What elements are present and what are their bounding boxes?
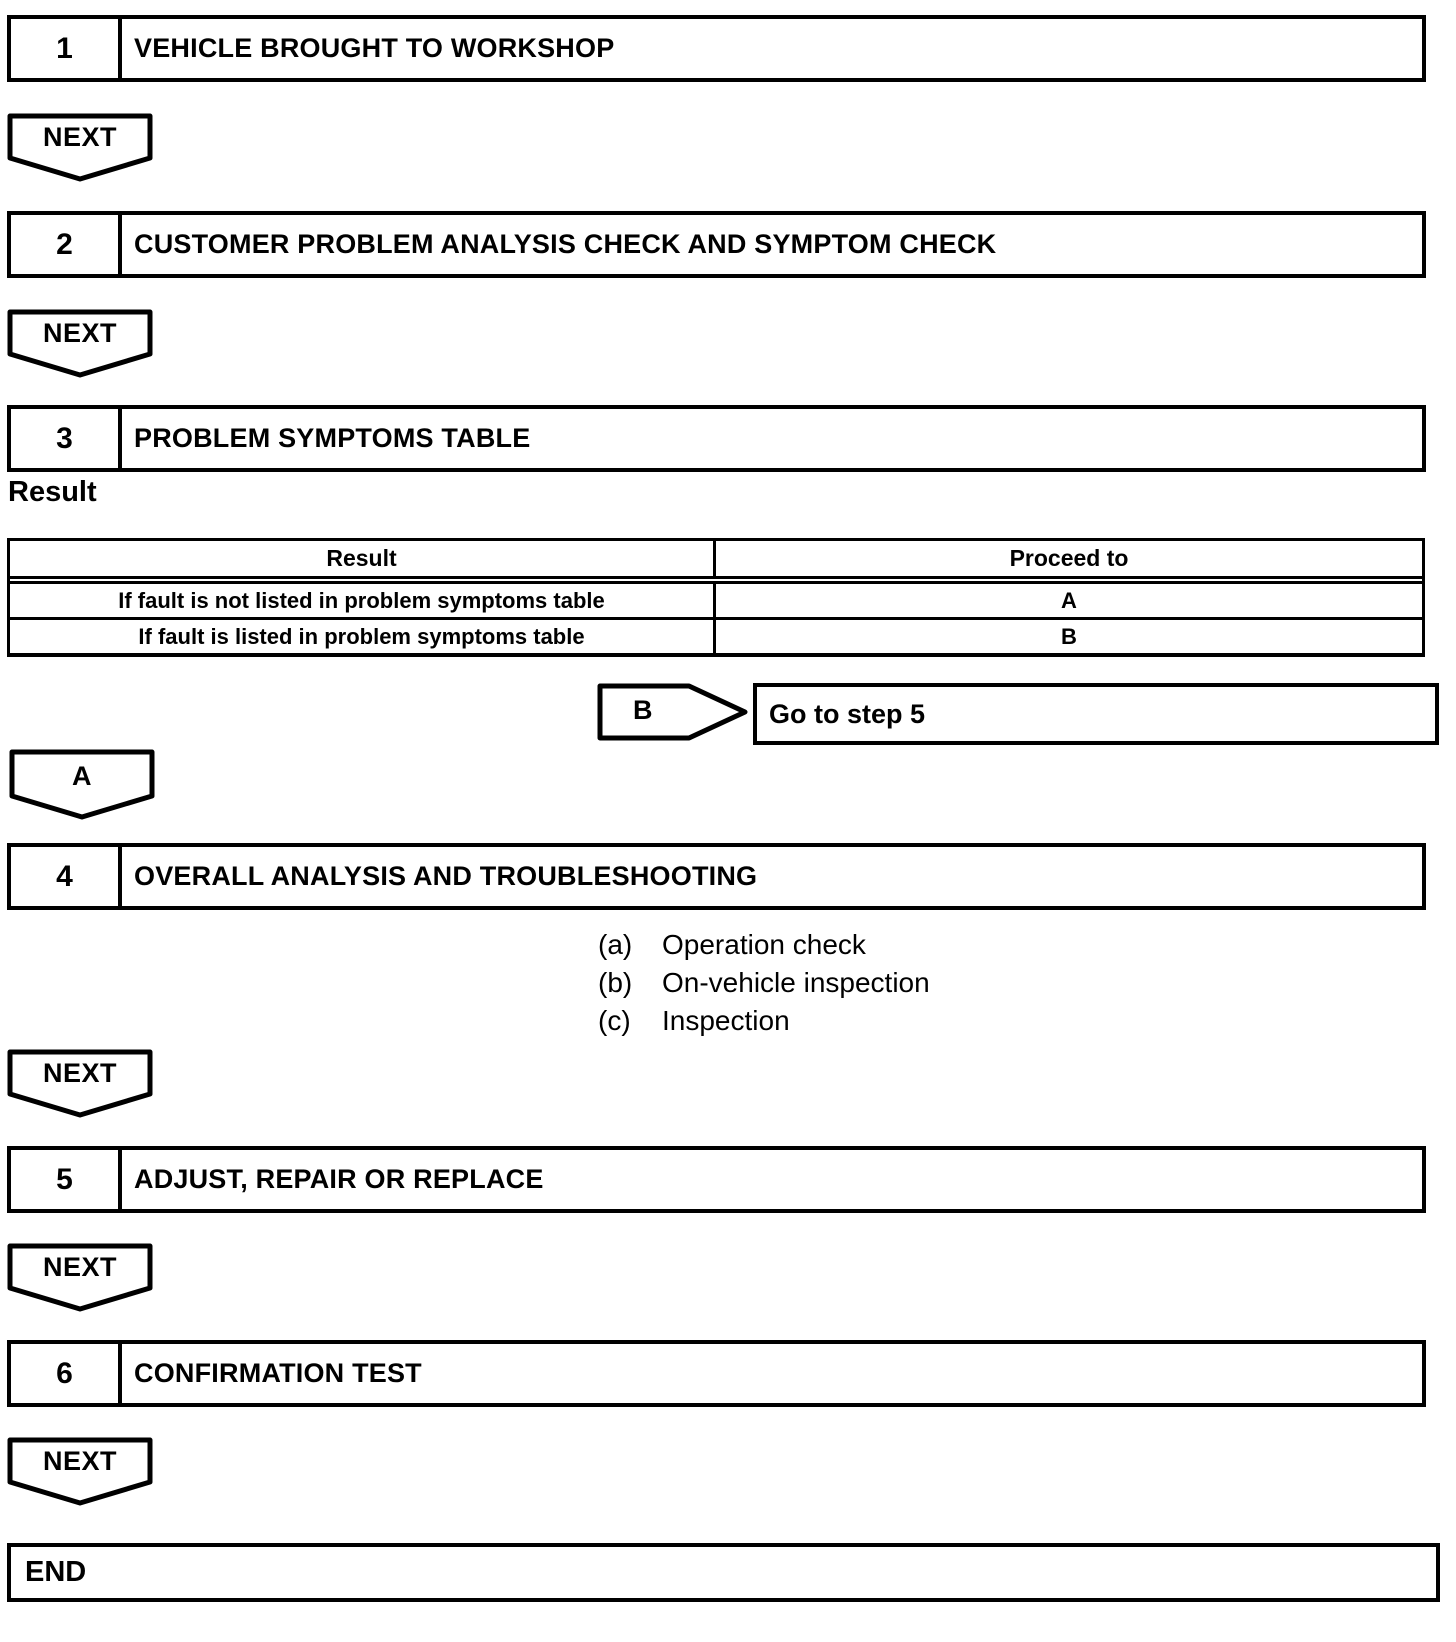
step-title: OVERALL ANALYSIS AND TROUBLESHOOTING — [134, 861, 758, 891]
result-table — [7, 538, 1425, 657]
next-connector — [7, 309, 153, 379]
step-number: 1 — [11, 19, 122, 78]
result-cell: If fault is not listed in problem symptoms table — [10, 584, 716, 617]
next-connector — [7, 1437, 153, 1507]
step-number: 2 — [11, 215, 122, 274]
step-box-3 — [7, 405, 1426, 472]
next-label: NEXT — [42, 1252, 117, 1282]
result-cell: If fault is listed in problem symptoms table — [10, 620, 716, 653]
list-item — [598, 964, 930, 1002]
substep-text: Inspection — [662, 1005, 790, 1036]
step-title: CONFIRMATION TEST — [134, 1358, 422, 1388]
step-box-2 — [7, 211, 1426, 278]
next-connector — [7, 113, 153, 183]
branch-a-connector — [9, 749, 155, 821]
proceed-cell: A — [1061, 587, 1077, 613]
table-row — [10, 620, 1422, 653]
substep-text: Operation check — [662, 929, 866, 960]
step-box-1 — [7, 15, 1426, 82]
step-title: PROBLEM SYMPTOMS TABLE — [134, 423, 531, 453]
next-label: NEXT — [42, 1058, 117, 1088]
step-number: 5 — [11, 1150, 122, 1209]
proceed-cell: B — [1061, 623, 1077, 649]
branch-a-label: A — [72, 761, 92, 791]
step-box-6 — [7, 1340, 1426, 1407]
step-title: CUSTOMER PROBLEM ANALYSIS CHECK AND SYMPTOM CHECK — [134, 229, 997, 259]
step-box-5 — [7, 1146, 1426, 1213]
next-label: NEXT — [42, 1446, 117, 1476]
step-title: ADJUST, REPAIR OR REPLACE — [134, 1164, 544, 1194]
substep-label: (a) — [598, 929, 633, 960]
result-table-header-row — [10, 541, 1422, 584]
step-number: 3 — [11, 409, 122, 468]
next-label: NEXT — [42, 122, 117, 152]
column-header-proceed-to: Proceed to — [1009, 545, 1129, 571]
next-connector — [7, 1049, 153, 1119]
branch-b-label: B — [633, 695, 653, 725]
step4-substeps — [598, 926, 930, 1040]
table-row — [10, 584, 1422, 620]
column-header-result: Result — [10, 541, 716, 576]
next-label: NEXT — [42, 318, 117, 348]
substep-text: On-vehicle inspection — [662, 967, 930, 998]
goto-step-5-box: Go to step 5 — [753, 683, 1439, 745]
substep-label: (c) — [598, 1005, 631, 1036]
branch-b-connector — [597, 683, 749, 742]
end-box: END — [7, 1543, 1440, 1602]
step-number: 4 — [11, 847, 122, 906]
step-box-4 — [7, 843, 1426, 910]
result-heading: Result — [8, 476, 97, 508]
next-connector — [7, 1243, 153, 1313]
list-item — [598, 926, 930, 964]
step-number: 6 — [11, 1344, 122, 1403]
step-title: VEHICLE BROUGHT TO WORKSHOP — [134, 33, 615, 63]
list-item — [598, 1002, 930, 1040]
substep-label: (b) — [598, 967, 633, 998]
